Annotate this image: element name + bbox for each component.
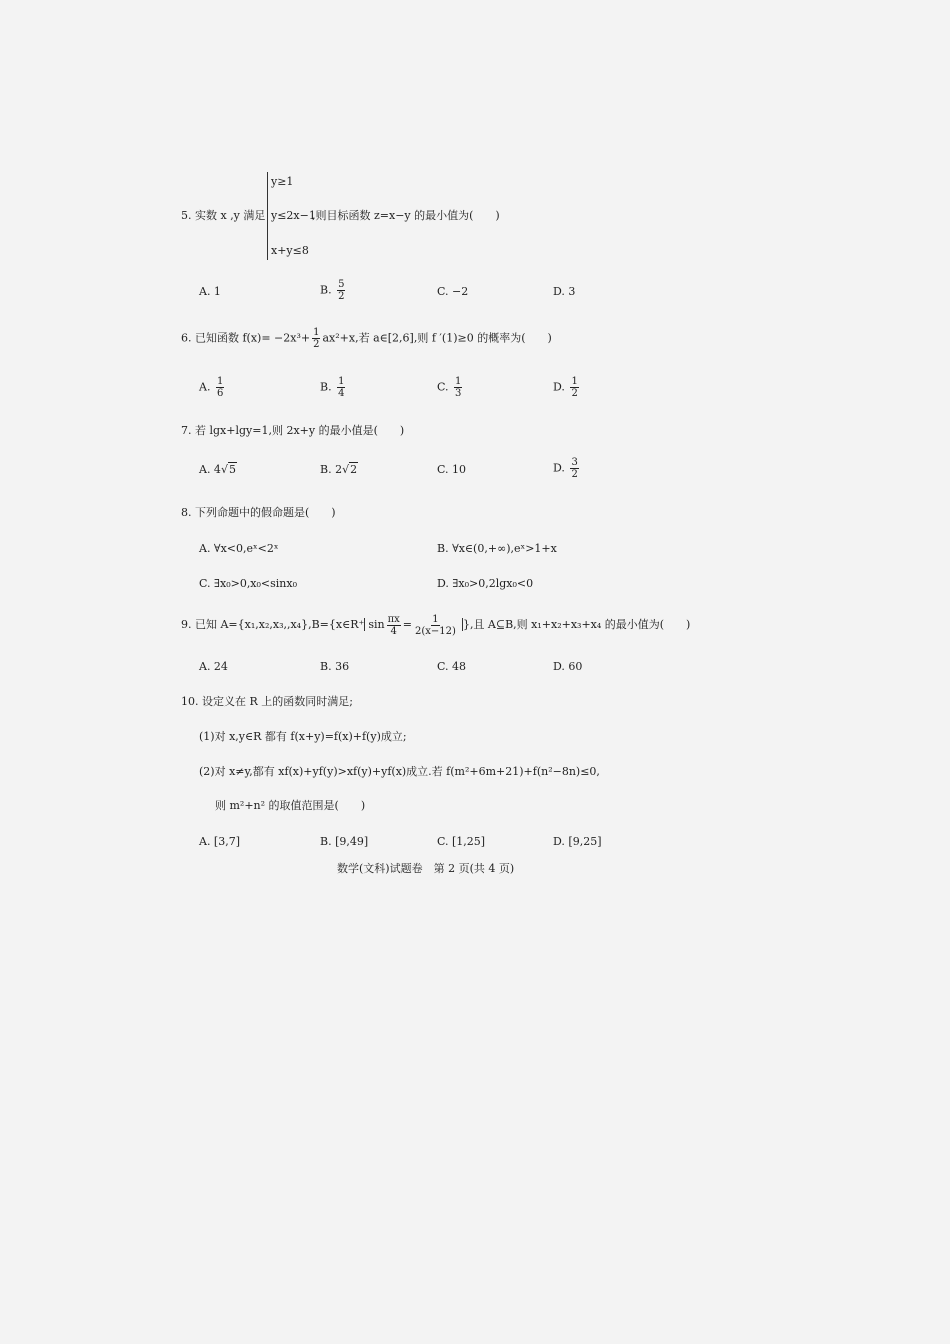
q6-stem-b: ax²+x,若 a∈[2,6],则 f ′(1)≥0 的概率为( ) (322, 331, 552, 345)
q5-constraint-system (267, 172, 316, 260)
q10-condition-2: (2)对 x≠y,都有 xf(x)+yf(y)>xf(y)+yf(x)成立.若 f(m²+6m+21)+f(n²−8n)≤0, (199, 765, 600, 778)
q5-option-b-fraction (337, 279, 345, 302)
q9-option-b: B. 36 (320, 660, 350, 673)
q9-fraction-1 (387, 614, 401, 637)
q8-option-a: A. ∀x<0,eˣ<2ˣ (199, 542, 279, 555)
q7-option-d-fraction (570, 457, 578, 480)
q9-set-condition (364, 613, 463, 637)
q7-option-a-coef: A. 4 (199, 463, 221, 476)
q6-option-d-label: D. (553, 380, 565, 394)
frac-denominator: 3 (455, 388, 462, 399)
q6-option-c (437, 376, 464, 399)
frac-numerator: 1 (571, 376, 578, 387)
q6-stem-a: 6. 已知函数 f(x)= −2x³+ (181, 331, 311, 345)
q7-option-c: C. 10 (437, 463, 467, 476)
q6-option-a-fraction (216, 376, 224, 399)
frac-numerator: πx (387, 613, 400, 625)
frac-denominator: 2 (571, 469, 578, 480)
q5-option-b (320, 279, 347, 302)
q6-option-c-fraction (454, 376, 462, 399)
page-footer: 数学(文科)试题卷 第 2 页(共 4 页) (337, 862, 515, 875)
q6-option-a-label: A. (199, 380, 211, 394)
frac-denominator: 2 (338, 291, 345, 302)
q9-stem-a: 9. 已知 A={x₁,x₂,x₃,,x₄},B= (181, 618, 329, 631)
frac-numerator: 1 (432, 613, 439, 625)
q6-option-c-label: C. (437, 380, 449, 394)
q9-equals: = (402, 618, 413, 631)
q5-stem-a: 5. 实数 x ,y 满足 (181, 209, 266, 222)
q10-option-b: B. [9,49] (320, 835, 369, 848)
q6-stem (181, 327, 552, 350)
q10-option-d: D. [9,25] (553, 835, 602, 848)
q9-option-c: C. 48 (437, 660, 467, 673)
q7-option-d-label: D. (553, 461, 565, 475)
q7-option-b-radicand: 2 (350, 463, 358, 476)
q6-option-d (553, 376, 581, 399)
q9-set-b (328, 613, 470, 637)
q10-stem: 10. 设定义在 R 上的函数同时满足; (181, 695, 353, 708)
q6-option-a (199, 376, 226, 399)
frac-numerator: 1 (216, 376, 224, 387)
q9-fraction-2 (414, 614, 457, 637)
sqrt-icon: √ (342, 463, 350, 476)
left-brace-icon: { (328, 618, 336, 631)
right-brace-icon: } (462, 618, 470, 631)
frac-denominator: 2 (313, 339, 320, 350)
q5-cond1: y≥1 (271, 175, 294, 188)
q5-cond3: x+y≤8 (271, 244, 309, 257)
q8-option-d: D. ∃x₀>0,2lgx₀<0 (437, 577, 534, 590)
frac-denominator: 2(x−12) (415, 625, 456, 637)
q10-question: 则 m²+n² 的取值范围是( ) (215, 799, 366, 812)
q10-condition-1: (1)对 x,y∈R 都有 f(x+y)=f(x)+f(y)成立; (199, 730, 407, 743)
q8-stem: 8. 下列命题中的假命题是( ) (181, 506, 336, 519)
q9-stem-b: ,且 A⊆B,则 x₁+x₂+x₃+x₄ 的最小值为( ) (469, 618, 691, 631)
q6-option-b (320, 376, 347, 399)
q6-option-b-label: B. (320, 380, 332, 394)
frac-denominator: 6 (216, 388, 224, 399)
sqrt-icon: √ (220, 463, 228, 476)
q7-stem: 7. 若 lgx+lgy=1,则 2x+y 的最小值是( ) (181, 424, 405, 437)
frac-denominator: 2 (571, 388, 578, 399)
q9-stem (181, 612, 690, 638)
q8-option-b: B. ∀x∈(0,+∞),eˣ>1+x (437, 542, 557, 555)
frac-denominator: 4 (338, 388, 345, 399)
q10-option-a: A. [3,7] (199, 835, 241, 848)
q7-option-a (199, 463, 237, 477)
q6-option-b-fraction (337, 376, 345, 399)
frac-denominator: 4 (390, 625, 397, 637)
q5-option-b-label: B. (320, 283, 332, 297)
q5-option-a: A. 1 (199, 285, 221, 298)
frac-numerator: 1 (455, 376, 462, 387)
q9-sin: sin (368, 618, 385, 631)
q5-stem-b: ,则目标函数 z=x−y 的最小值为( ) (312, 209, 500, 222)
q6-stem-fraction (312, 327, 320, 350)
q10-option-c: C. [1,25] (437, 835, 486, 848)
q5-option-c: C. −2 (437, 285, 469, 298)
q7-option-b (320, 463, 358, 477)
q9-option-a: A. 24 (199, 660, 228, 673)
q9-set-domain: x∈R⁺ (335, 618, 365, 631)
q7-option-d (553, 457, 581, 480)
q7-option-b-coef: B. 2 (320, 463, 343, 476)
frac-numerator: 1 (313, 327, 320, 338)
q9-option-d: D. 60 (553, 660, 583, 673)
q7-option-a-radicand: 5 (228, 463, 236, 476)
q5-cond2: y≤2x−1 (271, 209, 316, 222)
q5-option-d: D. 3 (553, 285, 576, 298)
q8-option-c: C. ∃x₀>0,x₀<sinx₀ (199, 577, 298, 590)
frac-numerator: 1 (338, 376, 345, 387)
q6-option-d-fraction (570, 376, 578, 399)
frac-numerator: 5 (338, 279, 345, 290)
frac-numerator: 3 (571, 457, 578, 468)
